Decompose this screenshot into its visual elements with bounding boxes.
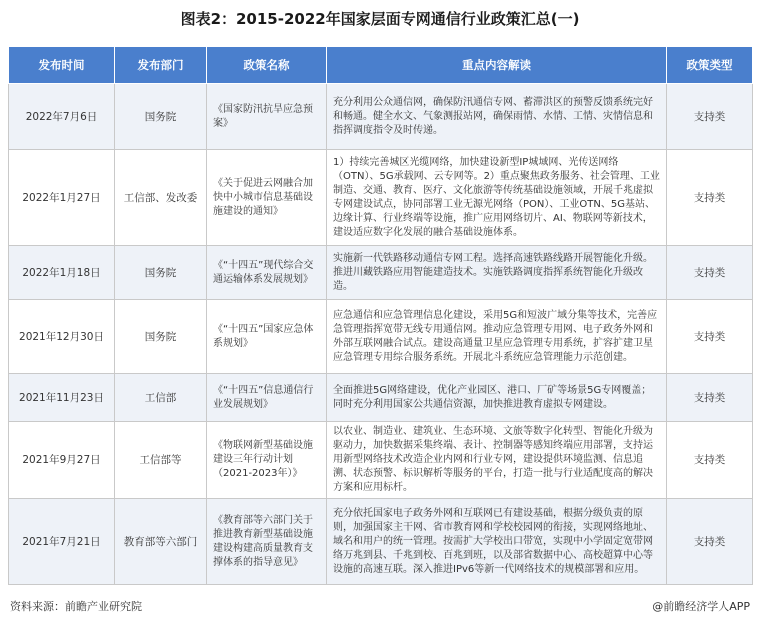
- table-row: [9, 374, 753, 422]
- table-row: [9, 499, 753, 585]
- cell-content: 应急通信和应急管理信息化建设，采用5G和短波广域分集等技术，完善应急管理指挥宽带无线专用通信网。推动应急管理专用网、电子政务外网和外部互联网融合试点。建设高通量卫星应急管理专用系统，扩容扩建卫星应急管理专用综合服务系统。开展北斗系统应急管理能力示范创建。: [327, 300, 667, 374]
- cell-policy-name: 《“十四五”现代综合交通运输体系发展规划》: [207, 246, 327, 300]
- source-note: 资料来源：前瞻产业研究院: [10, 600, 142, 613]
- cell-policy-name: 《国家防汛抗旱应急预案》: [207, 84, 327, 150]
- cell-type: 支持类: [667, 374, 753, 422]
- cell-type: 支持类: [667, 84, 753, 150]
- cell-type: 支持类: [667, 150, 753, 246]
- cell-dept: 国务院: [115, 84, 207, 150]
- cell-policy-name: 《物联网新型基础设施建设三年行动计划（2021-2023年）》: [207, 422, 327, 499]
- cell-policy-name: 《教育部等六部门关于推进教育新型基础设施建设构建高质量教育支撑体系的指导意见》: [207, 499, 327, 585]
- cell-policy-name: 《“十四五”国家应急体系规划》: [207, 300, 327, 374]
- cell-date: 2021年7月21日: [9, 499, 115, 585]
- cell-content: 充分利用公众通信网，确保防汛通信专网、蓄滞洪区的预警反馈系统完好和畅通。健全水文、气象测报站网，确保雨情、水情、工情、灾情信息和指挥调度指令及时传递。: [327, 84, 667, 150]
- cell-type: 支持类: [667, 499, 753, 585]
- cell-dept: 国务院: [115, 300, 207, 374]
- cell-content: 充分依托国家电子政务外网和互联网已有建设基础，根据分级负责的原则，加强国家主干网、省市教育网和学校校园网的衔接，实现网络地址、域名和用户的统一管理。按需扩大学校出口带宽，实现中小学固定宽带网络万兆到县、千兆到校、百兆到班，以及部省数据中心、高校超算中心等设施的高速互联。深入推进IPv6等新一代网络技术的规模部署和应用。: [327, 499, 667, 585]
- table-row: [9, 246, 753, 300]
- table-row: [9, 422, 753, 499]
- cell-content: 实施新一代铁路移动通信专网工程。选择高速铁路线路开展智能化升级。推进川藏铁路应用智能建造技术。实施铁路调度指挥系统智能化升级改造。: [327, 246, 667, 300]
- cell-type: 支持类: [667, 422, 753, 499]
- table-row: [9, 300, 753, 374]
- policy-table: [8, 46, 753, 585]
- table-header-row: [9, 47, 753, 84]
- cell-policy-name: 《“十四五”信息通信行业发展规划》: [207, 374, 327, 422]
- page-title: 图表2：2015-2022年国家层面专网通信行业政策汇总(一): [180, 10, 580, 28]
- table-row: [9, 84, 753, 150]
- cell-type: 支持类: [667, 300, 753, 374]
- cell-dept: 工信部: [115, 374, 207, 422]
- cell-date: 2021年9月27日: [9, 422, 115, 499]
- cell-content: 1）持续完善城区光缆网络，加快建设新型IP城域网、光传送网络（OTN）、5G承载网、云专网等。2）重点聚焦政务服务、社会管理、工业制造、交通、教育、医疗、文化旅游等传统基础设施领域，开展千兆虚拟专网建设试点，协同部署工业无源光网络（PON）、工业OTN、5G基站、边缘计算、行业终端等设施，推广应用网络切片、AI、物联网等新技术，建设适应数字化发展的融合基础设施体系。: [327, 150, 667, 246]
- cell-dept: 教育部等六部门: [115, 499, 207, 585]
- cell-dept: 国务院: [115, 246, 207, 300]
- header-name: 政策名称: [207, 47, 327, 84]
- table-row: [9, 150, 753, 246]
- cell-dept: 工信部、发改委: [115, 150, 207, 246]
- header-date: 发布时间: [9, 47, 115, 84]
- cell-date: 2021年11月23日: [9, 374, 115, 422]
- cell-content: 全面推进5G网络建设，优化产业园区、港口、厂矿等场景5G专网覆盖；同时充分利用国家公共通信资源，加快推进教育虚拟专网建设。: [327, 374, 667, 422]
- cell-date: 2022年1月18日: [9, 246, 115, 300]
- header-content: 重点内容解读: [327, 47, 667, 84]
- cell-date: 2022年1月27日: [9, 150, 115, 246]
- brand-note: @前瞻经济学人APP: [652, 600, 750, 613]
- cell-date: 2022年7月6日: [9, 84, 115, 150]
- cell-type: 支持类: [667, 246, 753, 300]
- header-type: 政策类型: [667, 47, 753, 84]
- header-dept: 发布部门: [115, 47, 207, 84]
- cell-date: 2021年12月30日: [9, 300, 115, 374]
- cell-policy-name: 《关于促进云网融合加快中小城市信息基础设施建设的通知》: [207, 150, 327, 246]
- cell-content: 以农业、制造业、建筑业、生态环境、文旅等数字化转型、智能化升级为驱动力，加快数据采集终端、表计、控制器等感知终端应用部署，支持运用新型网络技术改造企业内网和行业专网，建设提供环境监测、信息追溯、状态预警、标识解析等服务的平台，打造一批与行业适配度高的解决方案和应用标杆。: [327, 422, 667, 499]
- cell-dept: 工信部等: [115, 422, 207, 499]
